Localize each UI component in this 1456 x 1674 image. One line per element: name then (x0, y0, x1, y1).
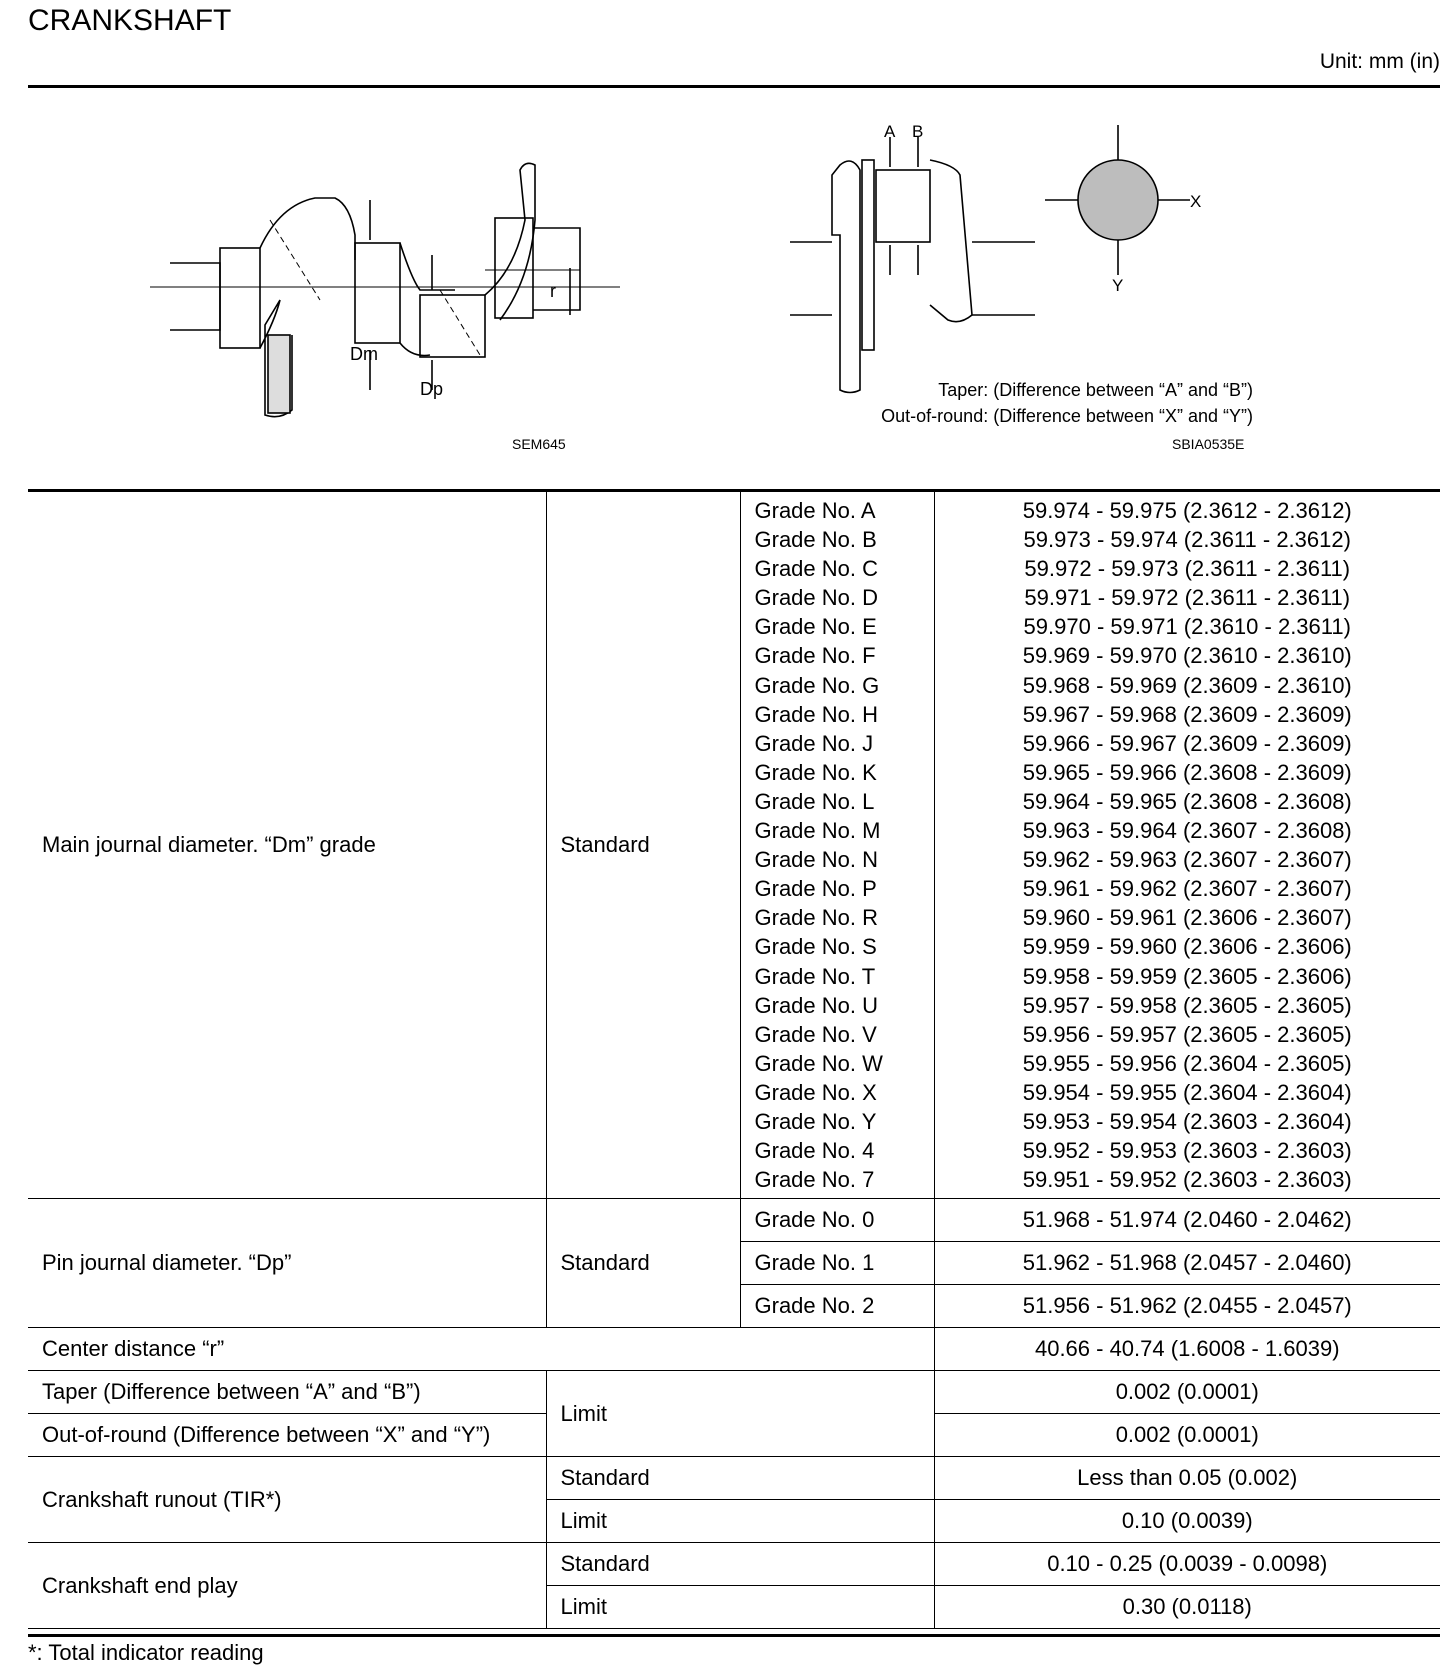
grade-value: 59.966 - 59.967 (2.3609 - 2.3609) (1022, 730, 1352, 756)
grade-label: Grade No. Y (754, 1108, 877, 1134)
b-label: B (912, 122, 924, 141)
out-of-round-value: 0.002 (0.0001) (934, 1414, 1440, 1457)
runout-standard-value: Less than 0.05 (0.002) (934, 1457, 1440, 1500)
grade-label: Grade No. S (754, 934, 877, 960)
main-journal-qualifier: Standard (546, 492, 740, 1199)
end-play-standard-label: Standard (546, 1543, 934, 1586)
grade-value: 59.970 - 59.971 (2.3610 - 2.3611) (1023, 614, 1351, 640)
taper-label: Taper (Difference between “A” and “B”) (28, 1371, 546, 1414)
end-play-standard-value: 0.10 - 0.25 (0.0039 - 0.0098) (934, 1543, 1440, 1586)
taper-row (28, 1371, 1440, 1414)
grade-label: Grade No. A (754, 498, 876, 523)
runout-limit-value: 0.10 (0.0039) (934, 1500, 1440, 1543)
caption-out-of-round: Out-of-round: (Difference between “X” and “Y”) (881, 406, 1253, 426)
pin-grade-label: Grade No. 1 (740, 1242, 934, 1285)
runout-limit-label: Limit (546, 1500, 934, 1543)
main-journal-grades (740, 492, 934, 1199)
bottom-rule (28, 1634, 1440, 1637)
figure-code-left: SEM645 (512, 436, 566, 452)
grade-value: 59.952 - 59.953 (2.3603 - 2.3603) (1022, 1138, 1352, 1164)
grade-value: 59.958 - 59.959 (2.3605 - 2.3606) (1022, 963, 1352, 989)
grade-value: 59.971 - 59.972 (2.3611 - 2.3611) (1024, 585, 1351, 611)
grade-value: 59.962 - 59.963 (2.3607 - 2.3607) (1022, 847, 1352, 873)
unit-label: Unit: mm (in) (1319, 50, 1440, 73)
footnote: *: Total indicator reading (28, 1640, 264, 1665)
grade-label: Grade No. M (754, 818, 881, 844)
grade-label: Grade No. H (754, 701, 878, 727)
a-label: A (884, 122, 896, 141)
grade-value: 59.974 - 59.975 (2.3612 - 2.3612) (1022, 498, 1352, 523)
center-distance-row (28, 1328, 1440, 1371)
grade-value: 59.964 - 59.965 (2.3608 - 2.3608) (1022, 788, 1352, 814)
grade-value: 59.957 - 59.958 (2.3605 - 2.3605) (1022, 992, 1352, 1018)
dp-label: Dp (420, 379, 444, 399)
x-label: X (1190, 192, 1202, 211)
center-distance-value: 40.66 - 40.74 (1.6008 - 1.6039) (934, 1328, 1440, 1371)
page-title: CRANKSHAFT (28, 4, 232, 37)
pin-grade-value: 51.962 - 51.968 (2.0457 - 2.0460) (934, 1242, 1440, 1285)
end-play-limit-label: Limit (546, 1586, 934, 1629)
pin-grade-value: 51.956 - 51.962 (2.0455 - 2.0457) (934, 1285, 1440, 1328)
grade-label: Grade No. T (754, 963, 876, 989)
grade-value: 59.967 - 59.968 (2.3609 - 2.3609) (1022, 701, 1352, 727)
out-of-round-label: Out-of-round (Difference between “X” and “Y”) (28, 1414, 546, 1457)
pin-grade-label: Grade No. 0 (740, 1199, 934, 1242)
grade-value: 59.959 - 59.960 (2.3606 - 2.3606) (1022, 934, 1352, 960)
grade-value: 59.969 - 59.970 (2.3610 - 2.3610) (1022, 643, 1352, 669)
pin-grade-value: 51.968 - 51.974 (2.0460 - 2.0462) (934, 1199, 1440, 1242)
pin-grade-label: Grade No. 2 (740, 1285, 934, 1328)
grade-value: 59.951 - 59.952 (2.3603 - 2.3603) (1022, 1167, 1352, 1193)
grade-value: 59.955 - 59.956 (2.3604 - 2.3605) (1022, 1050, 1352, 1076)
grade-label: Grade No. K (754, 759, 877, 785)
grade-label: Grade No. X (754, 1079, 877, 1105)
r-label: r (550, 281, 556, 301)
runout-standard-label: Standard (546, 1457, 934, 1500)
grade-label: Grade No. R (754, 905, 878, 931)
end-play-label: Crankshaft end play (28, 1543, 546, 1629)
main-journal-label: Main journal diameter. “Dm” grade (28, 492, 546, 1199)
grade-value: 59.963 - 59.964 (2.3607 - 2.3608) (1022, 818, 1352, 844)
grade-label: Grade No. V (754, 1021, 877, 1047)
grade-label: Grade No. C (754, 556, 878, 582)
grade-label: Grade No. J (754, 730, 874, 756)
grade-label: Grade No. B (754, 527, 877, 553)
grade-label: Grade No. D (754, 585, 878, 611)
caption-taper: Taper: (Difference between “A” and “B”) (938, 380, 1253, 400)
end-play-limit-value: 0.30 (0.0118) (934, 1586, 1440, 1629)
grade-value: 59.965 - 59.966 (2.3608 - 2.3609) (1022, 759, 1352, 785)
grade-value: 59.968 - 59.969 (2.3609 - 2.3610) (1022, 672, 1352, 698)
pin-journal-qualifier: Standard (546, 1199, 740, 1328)
figure-code-right: SBIA0535E (1172, 436, 1245, 452)
grade-value: 59.961 - 59.962 (2.3607 - 2.3607) (1022, 876, 1352, 902)
crankshaft-diagram (150, 160, 630, 420)
grade-label: Grade No. U (754, 992, 878, 1018)
top-rule (28, 85, 1440, 88)
main-journal-values (934, 492, 1440, 1199)
pin-journal-label: Pin journal diameter. “Dp” (28, 1199, 546, 1328)
pin-journal-row (28, 1199, 1440, 1242)
grade-label: Grade No. N (754, 847, 878, 873)
main-journal-row (28, 492, 1440, 1199)
grade-label: Grade No. L (754, 788, 875, 814)
journal-measurement-diagram (790, 115, 1220, 395)
center-distance-label: Center distance “r” (28, 1328, 934, 1371)
grade-value: 59.954 - 59.955 (2.3604 - 2.3604) (1022, 1079, 1352, 1105)
grade-value: 59.972 - 59.973 (2.3611 - 2.3611) (1024, 556, 1351, 582)
end-play-row (28, 1543, 1440, 1586)
taper-outofround-limit-label: Limit (546, 1371, 934, 1457)
grade-label: Grade No. P (754, 876, 877, 902)
grade-label: Grade No. G (754, 672, 880, 698)
grade-label: Grade No. 4 (754, 1138, 875, 1164)
grade-label: Grade No. F (754, 643, 876, 669)
grade-value: 59.960 - 59.961 (2.3606 - 2.3607) (1022, 905, 1352, 931)
grade-label: Grade No. W (754, 1050, 883, 1076)
runout-label: Crankshaft runout (TIR*) (28, 1457, 546, 1543)
taper-value: 0.002 (0.0001) (934, 1371, 1440, 1414)
grade-label: Grade No. 7 (754, 1167, 875, 1193)
crankshaft-spec-table (28, 492, 1440, 1629)
grade-value: 59.956 - 59.957 (2.3605 - 2.3605) (1022, 1021, 1352, 1047)
y-label: Y (1112, 276, 1124, 295)
grade-label: Grade No. E (754, 614, 877, 640)
dm-label: Dm (350, 344, 378, 364)
grade-value: 59.953 - 59.954 (2.3603 - 2.3604) (1022, 1108, 1352, 1134)
runout-row (28, 1457, 1440, 1500)
grade-value: 59.973 - 59.974 (2.3611 - 2.3612) (1023, 527, 1351, 553)
